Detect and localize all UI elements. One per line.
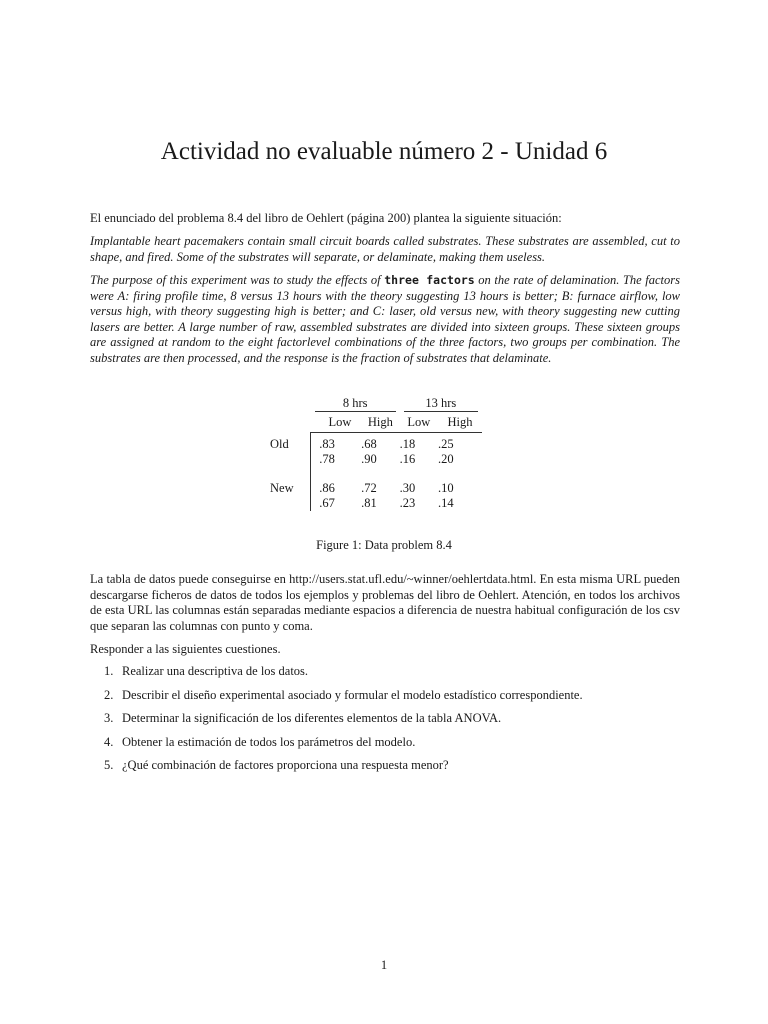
subheader-cell: High xyxy=(438,412,482,433)
list-item-text: Determinar la significación de los diferentes elementos de la tabla ANOVA. xyxy=(122,711,502,725)
subheader-cell: Low xyxy=(311,412,361,433)
list-item-number: 5. xyxy=(104,758,114,772)
list-item-text: ¿Qué combinación de factores proporciona una respuesta menor? xyxy=(122,758,449,772)
quote2-bold: three factors xyxy=(384,273,475,287)
figure-caption: Figure 1: Data problem 8.4 xyxy=(316,538,452,552)
group-header-13hrs: 13 hrs xyxy=(400,396,482,412)
list-item xyxy=(104,758,674,782)
table-cell: .18 xyxy=(399,437,416,451)
quote2-after: on the rate of delamination. The factors were A: firing profile time, 8 versus 13 hours with the theory suggesting 13 hours is better; B: furnace airflow, low versus high, with theory suggesting high is better; and C: laser, old versus new, with theory suggesting new cutting lasers are better. A large number of raw, assembled substrates are divided into sixteen groups. These sixteen groups are assigned at random to the eight factorlevel combinations of the three factors, two groups per combination. The substrates are then processed, and the response is the fraction of substrates that delaminate. xyxy=(90,273,680,365)
data-paragraph: La tabla de datos puede conseguirse en http://users.stat.ufl.edu/~winner/oehlertdata.html. En esta misma URL pueden descargarse ficheros de datos de todos los ejemplos y problemas del libro de Oehlert. Atención, en todos los archivos de esta URL las columnas están separadas mediante espacios a diferencia de nuestra habitual configuración de los csv que separan las columnas con punto y coma. xyxy=(90,572,680,633)
table-cell: .30 xyxy=(399,481,416,495)
row-label-old: Old xyxy=(270,437,289,451)
table-cell: .14 xyxy=(438,496,454,510)
table-cell: .83 xyxy=(311,437,361,452)
table-row xyxy=(262,496,482,511)
table-cell: .16 xyxy=(399,452,416,466)
subheader-cell: High xyxy=(361,412,400,433)
table-group-header-row xyxy=(262,396,482,412)
table-row xyxy=(262,452,482,467)
page-number: 1 xyxy=(380,958,388,972)
list-item-number: 2. xyxy=(104,687,114,702)
quote-paragraph-2 xyxy=(90,273,680,366)
list-item-text: Realizar una descriptiva de los datos. xyxy=(122,664,309,678)
data-table xyxy=(262,396,482,511)
table-cell: .67 xyxy=(311,496,361,511)
page-title: Actividad no evaluable número 2 - Unidad 6 xyxy=(160,138,608,165)
table-subheader-row xyxy=(262,412,482,433)
list-item-number: 4. xyxy=(104,734,114,749)
table-cell: .25 xyxy=(438,437,454,451)
table-cell: .78 xyxy=(311,452,361,467)
table-row xyxy=(262,481,482,496)
data-table-figure xyxy=(262,396,482,511)
table-cell: .72 xyxy=(361,481,377,495)
table-row xyxy=(262,437,482,452)
list-item-number: 1. xyxy=(104,664,114,678)
table-cell: .10 xyxy=(438,481,454,495)
list-item xyxy=(104,664,674,688)
intro-paragraph: El enunciado del problema 8.4 del libro de Oehlert (página 200) plantea la siguiente situación: xyxy=(90,211,562,225)
subheader-cell: Low xyxy=(400,412,438,433)
row-label-new: New xyxy=(270,481,294,495)
table-cell: .86 xyxy=(311,481,361,496)
table-cell: .23 xyxy=(399,496,416,510)
list-item xyxy=(104,735,674,759)
table-cell: .81 xyxy=(361,496,377,510)
quote2-before: The purpose of this experiment was to study the effects of xyxy=(90,273,385,287)
quote-paragraph-1: Implantable heart pacemakers contain small circuit boards called substrates. These substrates are assembled, cut to shape, and fired. Some of the substrates will separate, or delaminate, making them useless. xyxy=(90,234,680,264)
list-item xyxy=(104,711,674,735)
group-header-8hrs: 8 hrs xyxy=(311,396,400,412)
table-cell: .68 xyxy=(361,437,377,451)
list-item-number: 3. xyxy=(104,711,114,725)
list-item-text: Describir el diseño experimental asociado y formular el modelo estadístico correspondiente. xyxy=(122,687,583,702)
table-cell: .90 xyxy=(361,452,377,466)
table-cell: .20 xyxy=(438,452,454,466)
list-item-text: Obtener la estimación de todos los parámetros del modelo. xyxy=(122,734,416,749)
list-item xyxy=(104,688,674,712)
respond-paragraph: Responder a las siguientes cuestiones. xyxy=(90,642,281,656)
questions-list xyxy=(104,664,674,782)
